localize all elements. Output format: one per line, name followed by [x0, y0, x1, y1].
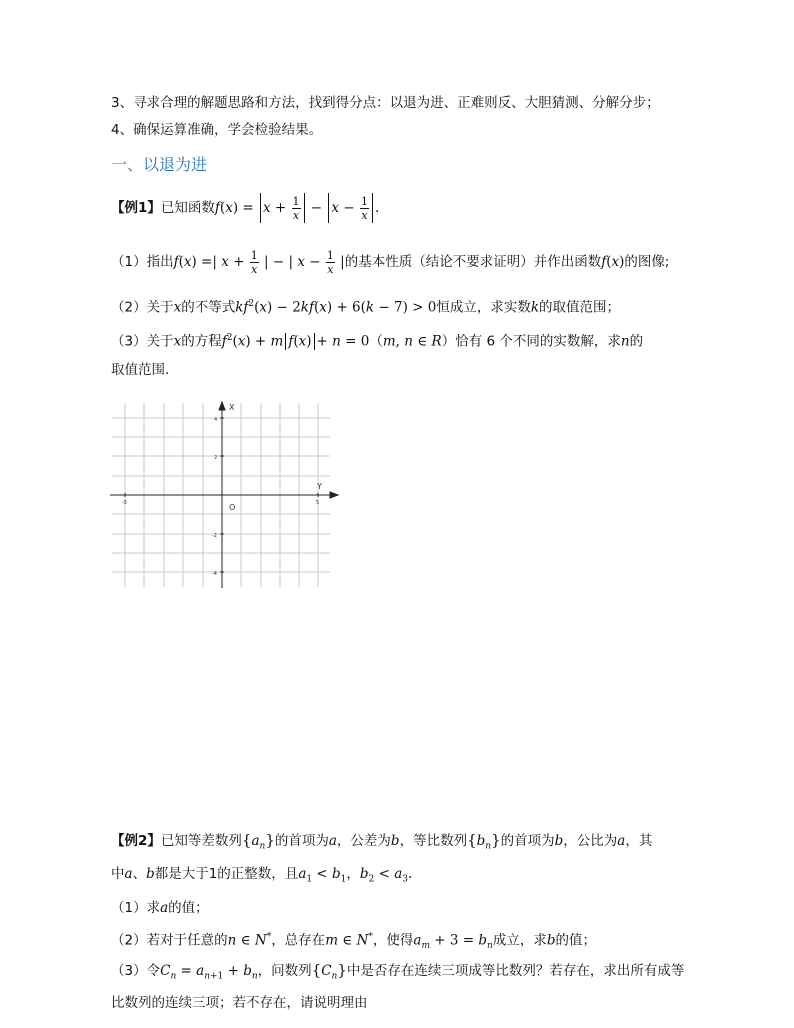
example2-label: 【例2】	[111, 833, 161, 849]
example1-statement: 【例1】已知函数f(x) = x + $\frac{1}{x}$ − x − $\frac{1}{x}$ .	[111, 194, 380, 222]
example2-q1: （1）求a的值；	[111, 900, 209, 916]
e2-l5a: （3）令	[111, 963, 161, 979]
q2-middle: 的不等式	[181, 299, 236, 316]
e2-l1f: ，公比为	[563, 833, 618, 849]
x-tick-neg5: -5	[122, 500, 127, 506]
horizontal-axis-arrow	[330, 492, 338, 498]
e2-l5c: 中是否存在连续三项成等比数列？若存在，求出所有成等	[346, 963, 685, 979]
e2-l1d: ，等比数列	[399, 833, 468, 849]
e2-l3-end: 的值；	[168, 900, 209, 916]
horizontal-axis-label: Y	[317, 482, 322, 491]
e2-l1a: 已知等差数列	[160, 833, 242, 849]
e2-l5b: ，问数列	[257, 963, 312, 979]
e2-l4b: ，总存在	[271, 932, 326, 949]
e2-l4a: （2）若对于任意的	[111, 932, 228, 949]
e2-l1e: 的首项为	[500, 833, 555, 849]
q2-end: 的取值范围；	[539, 299, 621, 316]
q1-prefix: （1）指出	[111, 254, 174, 270]
y-tick-4: 4	[214, 417, 218, 423]
q2-suffix: 恒成立，求实数	[436, 299, 531, 316]
example1-lead: 已知函数	[160, 200, 215, 216]
example2-line2: 中a、b都是大于1的正整数，且$a_1 < b_1$，$b_2 < a_3$.	[111, 866, 413, 885]
origin-label: O	[229, 503, 236, 512]
e2-l3: （1）求	[111, 900, 161, 916]
x-tick-5: 5	[316, 500, 320, 506]
example2-line1: 【例2】已知等差数列$\{a_n\}$的首项为a，公差为b，等比数列$\{b_n\}$的首项为b，公比为a，其	[111, 831, 653, 852]
section-heading: 一、以退为进	[111, 155, 208, 174]
example1-q1: （1）指出f(x) =| x + $\frac{1}{x}$ | − | x − $\frac{1}{x}$ |的基本性质（结论不要求证明）并作出函数f(x)的图像;	[111, 248, 670, 276]
q2-prefix: （2）关于	[111, 299, 174, 316]
e2-l4d: 成立，求	[492, 932, 547, 949]
e2-l2a: 中	[111, 866, 125, 882]
q3-end: 的	[629, 333, 644, 350]
y-tick-neg2: -2	[212, 533, 217, 539]
y-tick-neg4: -4	[212, 571, 217, 577]
y-tick-2: 2	[214, 455, 218, 461]
e2-l2c: 都是大于1的正整数，且	[154, 866, 299, 882]
vertical-axis-label: X	[229, 403, 235, 412]
vertical-axis-arrow	[219, 402, 225, 410]
e2-l1b: 的首项为	[274, 833, 329, 849]
q3-cond: 恰有 6 个不同的实数解，求	[455, 333, 621, 350]
q3-middle: 的方程	[181, 333, 222, 350]
q1-suffix: 的图像;	[624, 254, 670, 270]
intro-line-3: 3、寻求合理的解题思路和方法，找到得分点：以退为进、正难则反、大胆猜测、分解分步；	[111, 95, 660, 111]
q1-middle: 的基本性质（结论不要求证明）并作出函数	[344, 254, 602, 270]
e2-l4e: 的值；	[555, 932, 596, 949]
intro-line-4: 4、确保运算准确，学会检验结果。	[111, 122, 323, 138]
example1-q3: （3）关于x的方程$f^2(x) + m$ f(x) + n = 0（m, n ∈ R）恰有 6 个不同的实数解，求n的	[111, 333, 644, 350]
coordinate-grid	[108, 396, 344, 590]
q3-prefix: （3）关于	[111, 333, 174, 350]
e2-l1g: ，其	[625, 833, 653, 849]
example2-q3: （3）令$C_n = a_{n+1} + b_n$，问数列$\{C_n\}$中是否存在连续三项成等比数列？若存在，求出所有成等	[111, 961, 685, 982]
e2-l1c: ，公差为	[336, 833, 391, 849]
e2-l2b: 、	[132, 866, 147, 882]
example1-q2: （2）关于x的不等式$kf^2(x) - 2kf(x) + 6(k - 7) > 0$恒成立，求实数k的取值范围；	[111, 299, 621, 316]
example1-q3-line2: 取值范围.	[111, 362, 170, 378]
example2-q3-line2: 比数列的连续三项；若不存在，请说明理由	[111, 995, 368, 1011]
example2-q2: （2）若对于任意的n ∈ N*，总存在m ∈ N*，使得$a_m + 3 = b_n$成立，求b的值；	[111, 932, 596, 952]
example1-label: 【例1】	[111, 200, 161, 216]
e2-l4c: ，使得	[372, 932, 414, 949]
